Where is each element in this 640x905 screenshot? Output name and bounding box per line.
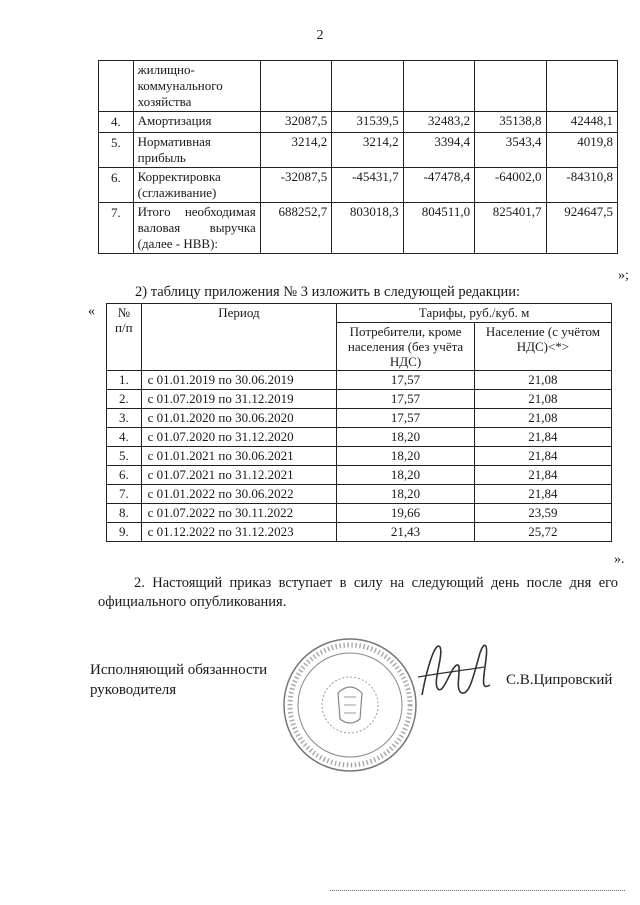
cost-row-num: 5.: [99, 133, 134, 168]
cost-row-name: Амортизация: [133, 112, 260, 133]
footer-dotted-line: [330, 890, 625, 891]
cost-row-num: 7.: [99, 203, 134, 254]
cost-value: 3394,4: [403, 133, 474, 168]
tariff-consumers-value: 19,66: [337, 504, 475, 523]
cost-value: 3543,4: [475, 133, 546, 168]
cost-value: -45431,7: [332, 168, 403, 203]
cost-row: [99, 112, 618, 133]
cost-value: 804511,0: [403, 203, 474, 254]
cost-row-num: [99, 61, 134, 112]
cost-row-num: 6.: [99, 168, 134, 203]
tariff-row-period: с 01.01.2022 по 30.06.2022: [141, 485, 337, 504]
tariff-consumers-value: 21,43: [337, 523, 475, 542]
header-population: Население (с учётом НДС)<*>: [474, 323, 611, 371]
paragraph-2: 2. Настоящий приказ вступает в силу на следующий день после дня его официального опубликования.: [98, 575, 618, 610]
tariff-consumers-value: 18,20: [337, 485, 475, 504]
tariff-consumers-value: 17,57: [337, 409, 475, 428]
cost-value: 924647,5: [546, 203, 617, 254]
tariff-row-num: 7.: [107, 485, 142, 504]
cost-row-name: Корректировка (сглаживание): [133, 168, 260, 203]
tariff-row-num: 5.: [107, 447, 142, 466]
tariff-row-num: 6.: [107, 466, 142, 485]
cost-value: 32087,5: [260, 112, 331, 133]
cost-value: [546, 61, 617, 112]
tariff-row-period: с 01.01.2020 по 30.06.2020: [141, 409, 337, 428]
table2-open-quote: «: [88, 304, 95, 319]
tariff-row: [107, 485, 612, 504]
cost-row-name: жилищно-коммунального хозяйства: [133, 61, 260, 112]
tariff-population-value: 21,08: [474, 371, 611, 390]
tariff-row-num: 2.: [107, 390, 142, 409]
cost-row: [99, 61, 618, 112]
tariff-row-period: с 01.07.2021 по 31.12.2021: [141, 466, 337, 485]
cost-value: 42448,1: [546, 112, 617, 133]
tariff-population-value: 21,84: [474, 428, 611, 447]
header-consumers: Потребители, кроме населения (без учёта НДС): [337, 323, 475, 371]
tariff-population-value: 23,59: [474, 504, 611, 523]
tariff-population-value: 25,72: [474, 523, 611, 542]
cost-value: -32087,5: [260, 168, 331, 203]
cost-value: [332, 61, 403, 112]
tariff-population-value: 21,84: [474, 485, 611, 504]
cost-value: [260, 61, 331, 112]
signatory-position-line2: руководителя: [90, 682, 177, 698]
cost-row-num: 4.: [99, 112, 134, 133]
cost-row: [99, 203, 618, 254]
tariff-population-value: 21,84: [474, 447, 611, 466]
tariff-population-value: 21,84: [474, 466, 611, 485]
tariff-row-period: с 01.07.2022 по 30.11.2022: [141, 504, 337, 523]
page-number: 2: [316, 28, 324, 43]
tariff-consumers-value: 18,20: [337, 447, 475, 466]
tariff-row-num: 4.: [107, 428, 142, 447]
table2-closing-mark: ».: [614, 552, 625, 567]
cost-row: [99, 133, 618, 168]
tariff-row: [107, 409, 612, 428]
cost-value: -84310,8: [546, 168, 617, 203]
header-num: № п/п: [107, 304, 142, 371]
signatory-position-line1: Исполняющий обязанности: [90, 662, 268, 678]
cost-row: [99, 168, 618, 203]
tariff-population-value: 21,08: [474, 390, 611, 409]
official-seal: [280, 635, 420, 775]
cost-row-name: Нормативная прибыль: [133, 133, 260, 168]
cost-value: 688252,7: [260, 203, 331, 254]
handwritten-signature: [410, 633, 510, 713]
tariff-consumers-value: 17,57: [337, 371, 475, 390]
cost-value: 4019,8: [546, 133, 617, 168]
tariffs-table: [106, 303, 612, 542]
tariff-row-period: с 01.12.2022 по 31.12.2023: [141, 523, 337, 542]
tariff-row: [107, 428, 612, 447]
cost-value: -64002,0: [475, 168, 546, 203]
tariff-row: [107, 390, 612, 409]
cost-value: 803018,3: [332, 203, 403, 254]
tariff-row: [107, 523, 612, 542]
cost-value: 32483,2: [403, 112, 474, 133]
cost-value: 31539,5: [332, 112, 403, 133]
cost-value: 3214,2: [260, 133, 331, 168]
tariff-row-period: с 01.07.2019 по 31.12.2019: [141, 390, 337, 409]
costs-table: [98, 60, 618, 254]
cost-value: 825401,7: [475, 203, 546, 254]
tariff-consumers-value: 17,57: [337, 390, 475, 409]
tariff-row-num: 1.: [107, 371, 142, 390]
tariff-row-period: с 01.07.2020 по 31.12.2020: [141, 428, 337, 447]
header-tariffs: Тарифы, руб./куб. м: [337, 304, 612, 323]
signatory-name: С.В.Ципровский: [506, 672, 613, 688]
tariff-row-num: 9.: [107, 523, 142, 542]
tariff-row-num: 3.: [107, 409, 142, 428]
instruction-2: 2) таблицу приложения № 3 изложить в следующей редакции:: [135, 284, 521, 300]
tariff-row: [107, 504, 612, 523]
cost-value: [403, 61, 474, 112]
table1-closing-mark: »;: [618, 268, 629, 283]
tariff-population-value: 21,08: [474, 409, 611, 428]
cost-value: -47478,4: [403, 168, 474, 203]
tariff-row-num: 8.: [107, 504, 142, 523]
cost-value: 35138,8: [475, 112, 546, 133]
cost-value: [475, 61, 546, 112]
tariff-row-period: с 01.01.2019 по 30.06.2019: [141, 371, 337, 390]
tariff-row: [107, 447, 612, 466]
tariff-row: [107, 371, 612, 390]
header-period: Период: [141, 304, 337, 371]
cost-row-name: Итого необходимая валовая выручка (далее - НВВ):: [133, 203, 260, 254]
cost-value: 3214,2: [332, 133, 403, 168]
tariff-consumers-value: 18,20: [337, 466, 475, 485]
tariff-consumers-value: 18,20: [337, 428, 475, 447]
tariff-row: [107, 466, 612, 485]
tariff-row-period: с 01.01.2021 по 30.06.2021: [141, 447, 337, 466]
